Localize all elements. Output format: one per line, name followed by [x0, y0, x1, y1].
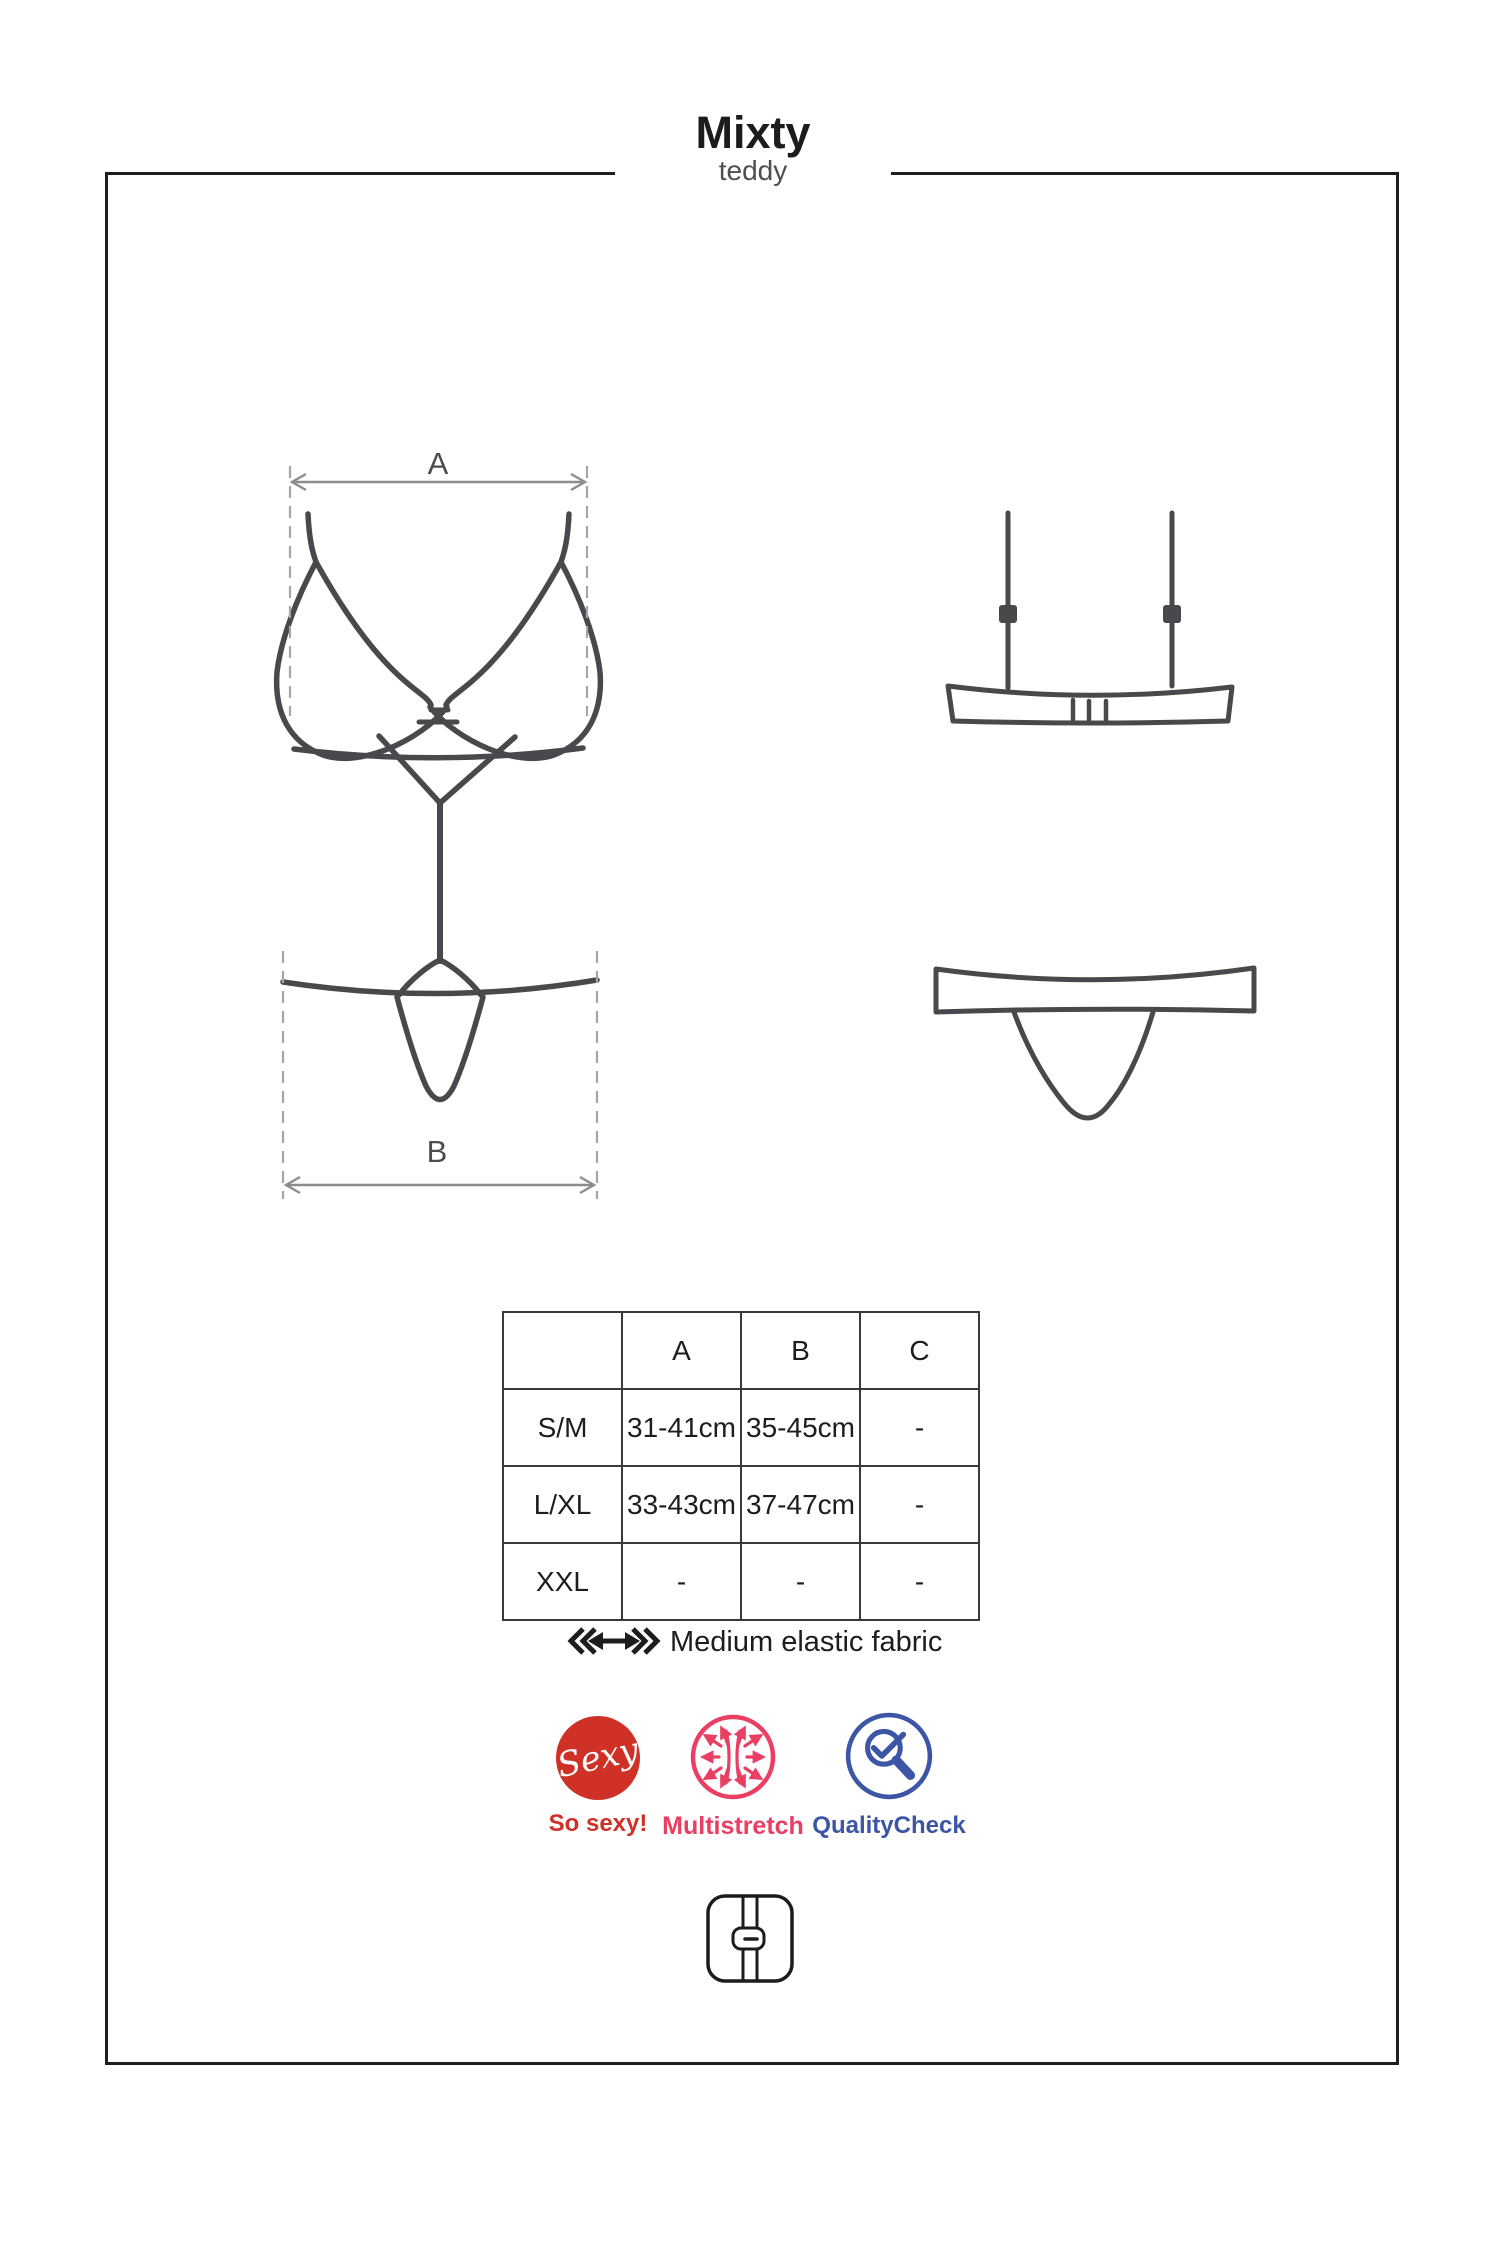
size-table-row — [503, 1466, 979, 1543]
value-cell: 37-47cm — [741, 1466, 860, 1543]
size-cell: S/M — [503, 1389, 622, 1466]
size-cell: XXL — [503, 1543, 622, 1620]
value-cell: 31-41cm — [622, 1389, 741, 1466]
value-cell: - — [860, 1466, 979, 1543]
measure-label-a: A — [427, 446, 449, 481]
magnifier-check-icon — [843, 1710, 935, 1802]
size-table — [502, 1311, 980, 1621]
sexy-circle-icon — [553, 1716, 643, 1800]
value-cell: 33-43cm — [622, 1466, 741, 1543]
title-box — [615, 80, 891, 216]
value-cell: - — [622, 1543, 741, 1620]
page-title: Mixty — [695, 106, 811, 158]
value-cell: 35-45cm — [741, 1389, 860, 1466]
sexy-circle-text: Sexy — [553, 1729, 643, 1787]
size-cell: L/XL — [503, 1466, 622, 1543]
value-cell: - — [860, 1543, 979, 1620]
value-cell: - — [860, 1389, 979, 1466]
value-cell: - — [741, 1543, 860, 1620]
size-table-header-row — [503, 1312, 979, 1389]
badge-qualitycheck — [809, 1710, 969, 1840]
table-header-cell: C — [860, 1312, 979, 1389]
table-header-cell: B — [741, 1312, 860, 1389]
badge-sexy-label: So sexy! — [548, 1810, 648, 1837]
page-subtitle: teddy — [718, 155, 788, 187]
badge-qualitycheck-label: QualityCheck — [812, 1812, 966, 1839]
badge-multistretch-label: Multistretch — [662, 1812, 804, 1840]
size-table-row — [503, 1543, 979, 1620]
table-header-cell: A — [622, 1312, 741, 1389]
fabric-note: Medium elastic fabric — [670, 1626, 943, 1658]
table-header-cell — [503, 1312, 622, 1389]
size-table-row — [503, 1389, 979, 1466]
badge-multistretch — [653, 1712, 813, 1841]
measure-label-b: B — [426, 1134, 448, 1169]
multistretch-icon — [688, 1712, 778, 1802]
